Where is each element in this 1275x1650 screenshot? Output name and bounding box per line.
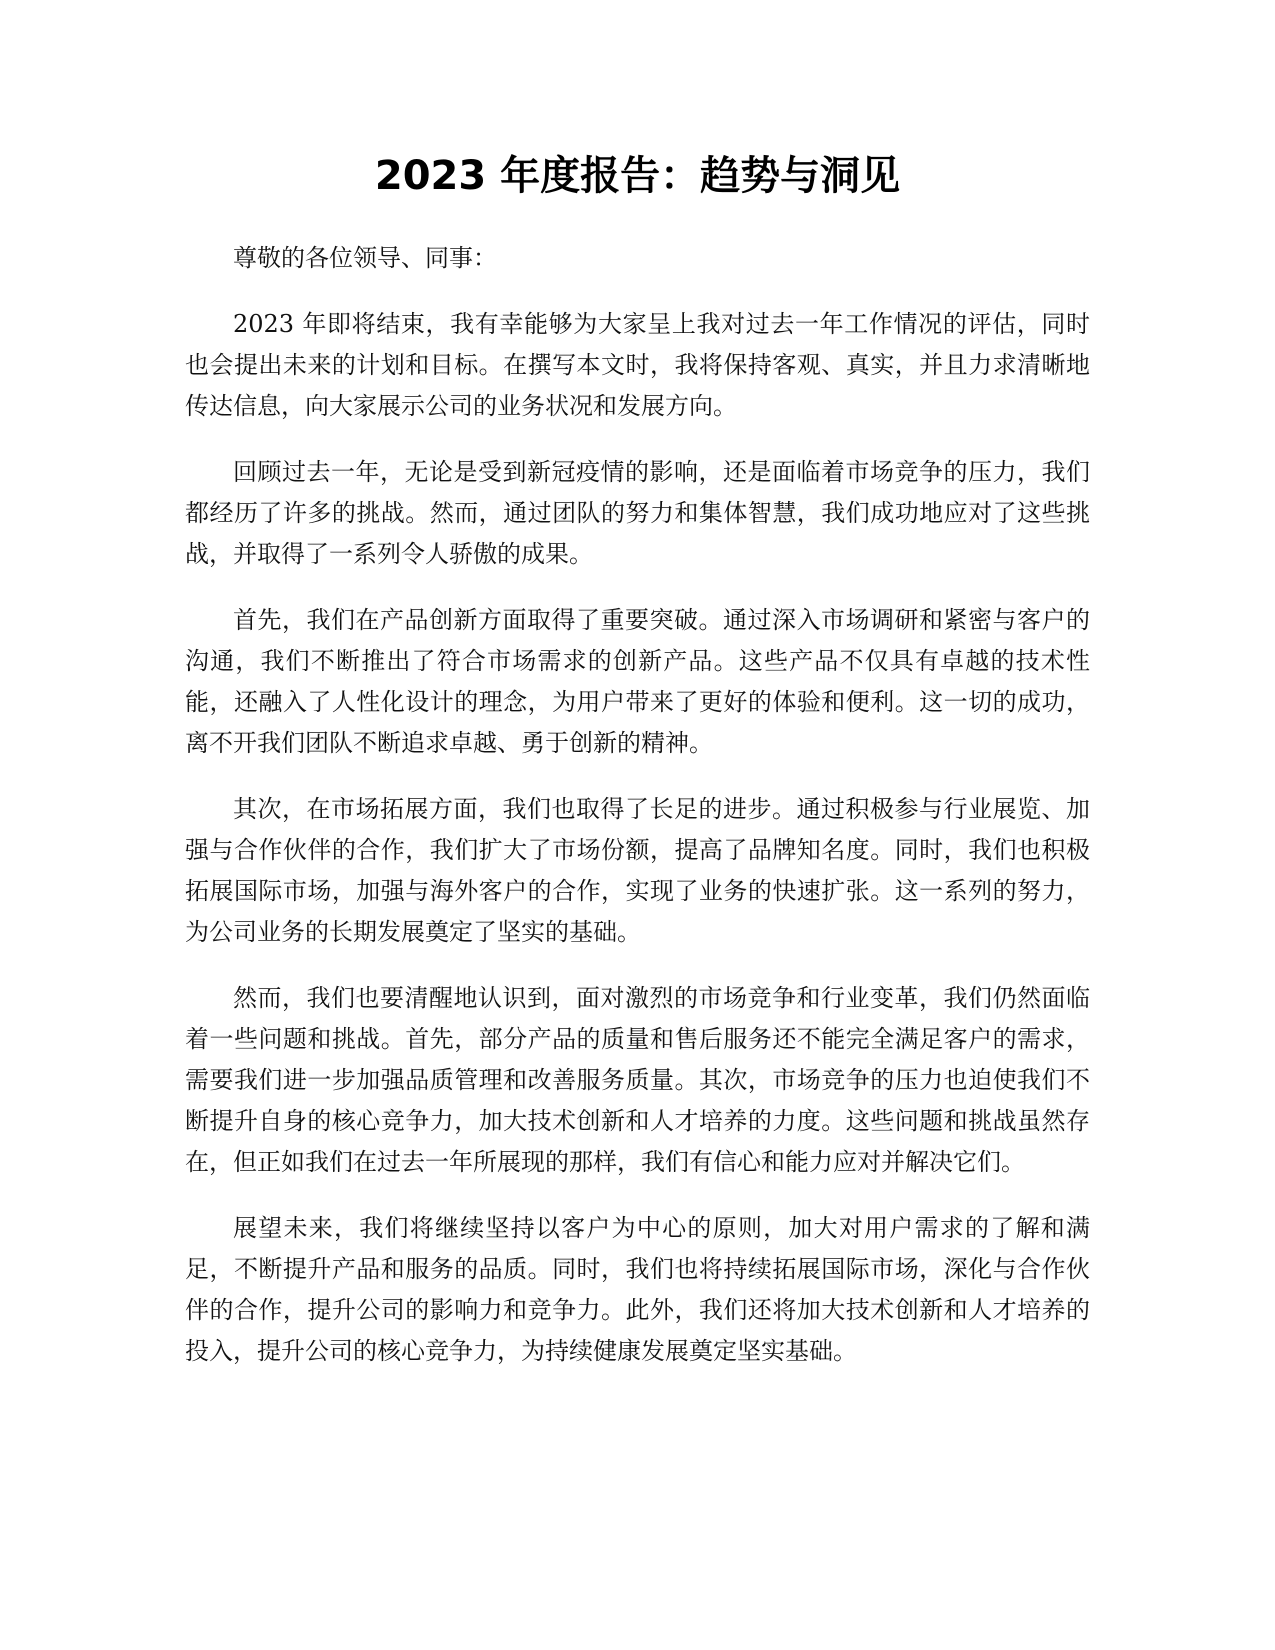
intro-paragraph: 2023 年即将结束，我有幸能够为大家呈上我对过去一年工作情况的评估，同时也会提出未来的计划和目标。在撰写本文时，我将保持客观、真实，并且力求清晰地传达信息，向大家展示公司的业务状况和发展方向。 <box>185 310 1090 420</box>
salutation-paragraph: 尊敬的各位领导、同事： <box>233 244 497 272</box>
document-title: 2023 年度报告：趋势与洞见 <box>374 153 901 199</box>
market-expansion-paragraph: 其次，在市场拓展方面，我们也取得了长足的进步。通过积极参与行业展览、加强与合作伙伴的合作，我们扩大了市场份额，提高了品牌知名度。同时，我们也积极拓展国际市场，加强与海外客户的合作，实现了业务的快速扩张。这一系列的努力，为公司业务的长期发展奠定了坚实的基础。 <box>185 795 1090 946</box>
challenges-paragraph: 然而，我们也要清醒地认识到，面对激烈的市场竞争和行业变革，我们仍然面临着一些问题和挑战。首先，部分产品的质量和售后服务还不能完全满足客户的需求，需要我们进一步加强品质管理和改善服务质量。其次，市场竞争的压力也迫使我们不断提升自身的核心竞争力，加大技术创新和人才培养的力度。这些问题和挑战虽然存在，但正如我们在过去一年所展现的那样，我们有信心和能力应对并解决它们。 <box>185 984 1090 1176</box>
product-innovation-paragraph: 首先，我们在产品创新方面取得了重要突破。通过深入市场调研和紧密与客户的沟通，我们不断推出了符合市场需求的创新产品。这些产品不仅具有卓越的技术性能，还融入了人性化设计的理念，为用户带来了更好的体验和便利。这一切的成功，离不开我们团队不断追求卓越、勇于创新的精神。 <box>185 606 1090 757</box>
outlook-paragraph: 展望未来，我们将继续坚持以客户为中心的原则，加大对用户需求的了解和满足，不断提升产品和服务的品质。同时，我们也将持续拓展国际市场，深化与合作伙伴的合作，提升公司的影响力和竞争力。此外，我们还将加大技术创新和人才培养的投入，提升公司的核心竞争力，为持续健康发展奠定坚实基础。 <box>185 1214 1090 1365</box>
review-paragraph: 回顾过去一年，无论是受到新冠疫情的影响，还是面临着市场竞争的压力，我们都经历了许多的挑战。然而，通过团队的努力和集体智慧，我们成功地应对了这些挑战，并取得了一系列令人骄傲的成果。 <box>185 458 1090 568</box>
document-body <box>185 238 1090 1397</box>
